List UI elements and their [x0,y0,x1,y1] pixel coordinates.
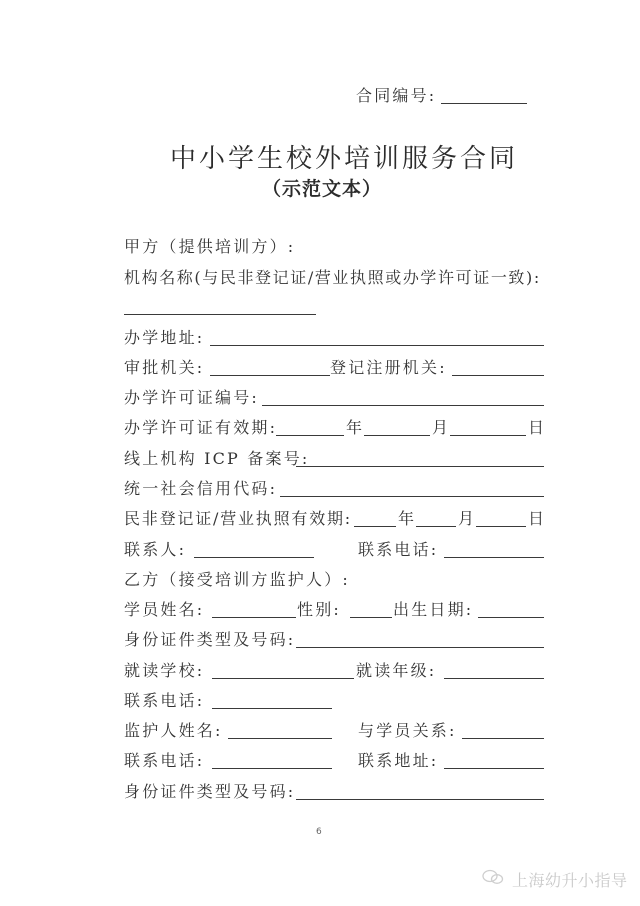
relation-label: 与学员关系: [358,721,457,740]
guardian-phone-field[interactable] [212,768,332,769]
guardian-name-field[interactable] [228,738,332,739]
student-phone-field[interactable] [212,708,332,709]
page-number: 6 [316,827,322,837]
gender-field[interactable] [350,617,392,618]
month-unit: 月 [432,418,451,437]
guardian-address-label: 联系地址: [358,751,439,770]
guardian-id-label: 身份证件类型及号码: [124,782,296,801]
guardian-address-field[interactable] [444,768,544,769]
document-title: 中小学生校外培训服务合同 [170,144,519,174]
license-no-label: 办学许可证编号: [124,388,259,407]
org-name-field[interactable] [124,314,316,315]
party-a-heading: 甲方（提供培训方）: [124,237,296,256]
approval-authority-field[interactable] [210,375,330,376]
year-unit: 年 [346,418,365,437]
license-validity-label: 办学许可证有效期: [124,418,278,437]
school-field[interactable] [212,678,354,679]
birth-date-field[interactable] [478,617,544,618]
license-validity-day-field[interactable] [450,435,526,436]
credit-code-field[interactable] [280,496,544,497]
watermark-account-name: 上海幼升小指导 [512,871,628,890]
contract-no-field[interactable] [441,103,527,104]
wechat-icon [482,869,504,885]
registration-authority-field[interactable] [452,375,544,376]
student-name-field[interactable] [212,617,296,618]
license-validity-month-field[interactable] [364,435,430,436]
contract-no-label: 合同编号: [356,86,437,105]
guardian-phone-label: 联系电话: [124,751,205,770]
birth-date-label: 出生日期: [393,600,474,619]
contact-person-label: 联系人: [124,540,187,559]
school-label: 就读学校: [124,661,205,680]
icp-field[interactable] [296,466,544,467]
address-label: 办学地址: [124,328,205,347]
guardian-name-label: 监护人姓名: [124,721,223,740]
contact-person-field[interactable] [194,557,314,558]
party-a-phone-label: 联系电话: [358,540,439,559]
student-phone-label: 联系电话: [124,691,205,710]
registration-validity-day-field[interactable] [476,526,526,527]
registration-validity-year-field[interactable] [354,526,396,527]
day-unit: 日 [528,509,547,528]
icp-label: 线上机构 ICP 备案号: [124,449,310,468]
year-unit: 年 [398,509,417,528]
license-no-field[interactable] [262,405,544,406]
student-id-field[interactable] [296,647,544,648]
registration-validity-label: 民非登记证/营业执照有效期: [124,509,352,528]
credit-code-label: 统一社会信用代码: [124,479,278,498]
day-unit: 日 [528,418,547,437]
relation-field[interactable] [462,738,544,739]
grade-label: 就读年级: [356,661,437,680]
address-field[interactable] [210,345,544,346]
license-validity-year-field[interactable] [276,435,344,436]
approval-authority-label: 审批机关: [124,358,205,377]
document-subtitle: （示范文本） [262,178,383,200]
org-name-label: 机构名称(与民非登记证/营业执照或办学许可证一致): [124,268,541,287]
student-id-label: 身份证件类型及号码: [124,630,296,649]
grade-field[interactable] [444,678,544,679]
student-name-label: 学员姓名: [124,600,205,619]
registration-authority-label: 登记注册机关: [330,358,447,377]
registration-validity-month-field[interactable] [416,526,456,527]
month-unit: 月 [458,509,477,528]
gender-label: 性别: [297,600,341,619]
party-b-heading: 乙方（接受培训方监护人）: [124,570,350,589]
party-a-phone-field[interactable] [444,557,544,558]
guardian-id-field[interactable] [296,799,544,800]
